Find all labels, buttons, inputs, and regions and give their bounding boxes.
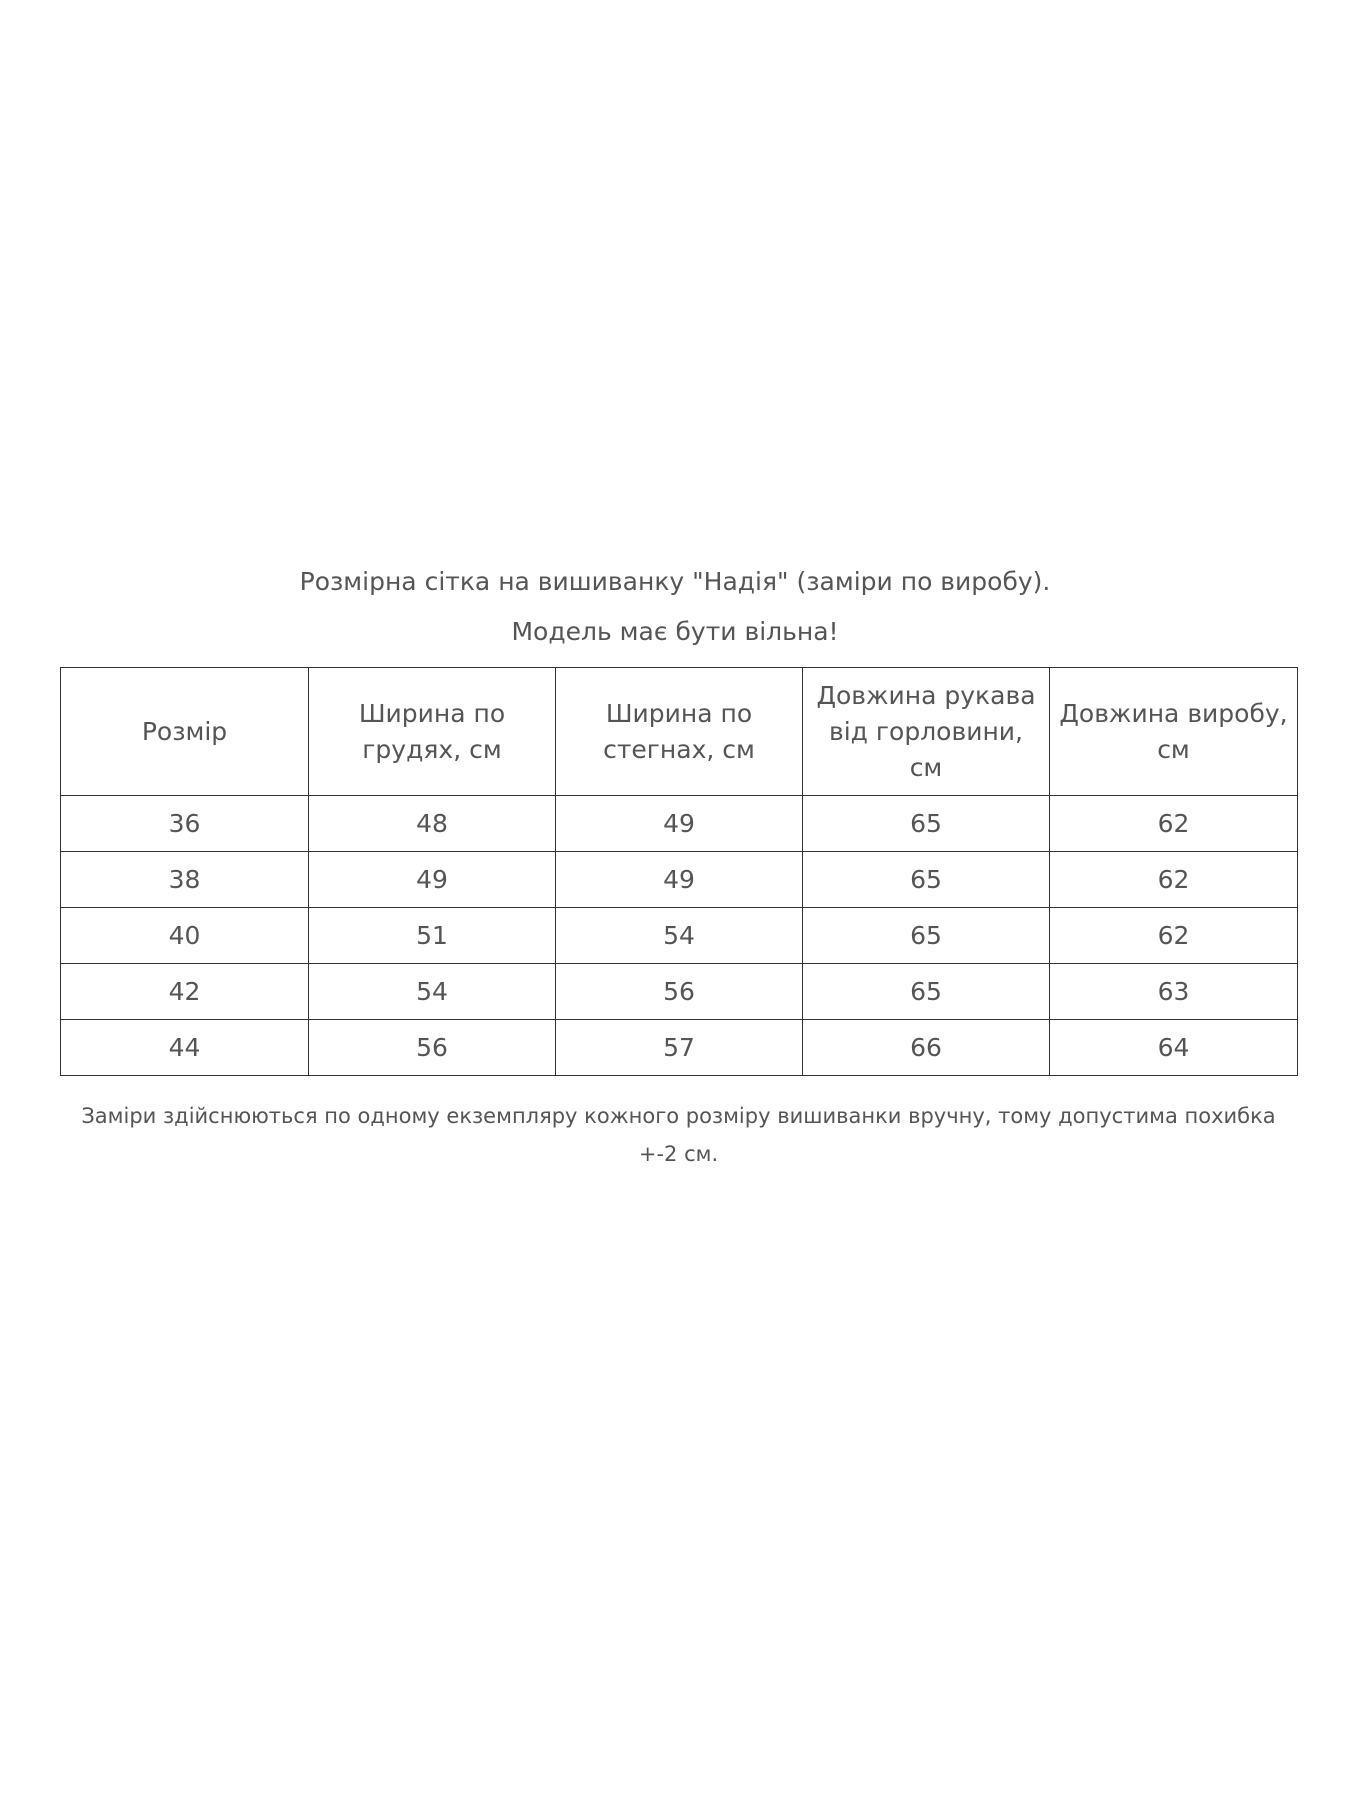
cell-chest-width: 49 (309, 852, 556, 908)
cell-hip-width: 54 (556, 908, 803, 964)
cell-sleeve-length: 65 (803, 852, 1050, 908)
header-size: Розмір (61, 668, 309, 796)
table-row (61, 852, 1298, 908)
page-subtitle: Модель має бути вільна! (511, 617, 839, 646)
cell-garment-length: 62 (1050, 852, 1298, 908)
cell-hip-width: 56 (556, 964, 803, 1020)
cell-chest-width: 54 (309, 964, 556, 1020)
cell-garment-length: 64 (1050, 1020, 1298, 1076)
cell-size: 40 (61, 908, 309, 964)
cell-hip-width: 49 (556, 796, 803, 852)
cell-hip-width: 49 (556, 852, 803, 908)
table-header-row (61, 668, 1298, 796)
header-chest-width: Ширина по грудях, см (309, 668, 556, 796)
table-row (61, 796, 1298, 852)
cell-sleeve-length: 65 (803, 964, 1050, 1020)
cell-size: 44 (61, 1020, 309, 1076)
size-chart-table (60, 667, 1298, 1076)
cell-chest-width: 48 (309, 796, 556, 852)
cell-garment-length: 62 (1050, 796, 1298, 852)
page-title: Розмірна сітка на вишиванку "Надія" (заміри по виробу). (299, 567, 1051, 596)
cell-sleeve-length: 66 (803, 1020, 1050, 1076)
cell-chest-width: 51 (309, 908, 556, 964)
table-row (61, 964, 1298, 1020)
cell-sleeve-length: 65 (803, 796, 1050, 852)
header-hip-width: Ширина по стегнах, см (556, 668, 803, 796)
cell-size: 42 (61, 964, 309, 1020)
cell-size: 38 (61, 852, 309, 908)
cell-hip-width: 57 (556, 1020, 803, 1076)
cell-sleeve-length: 65 (803, 908, 1050, 964)
table-row (61, 1020, 1298, 1076)
measurement-note: Заміри здійснюються по одному екземпляру кожного розміру вишиванки вручну, тому допустима похибка +-2 см. (81, 1104, 1276, 1166)
header-garment-length: Довжина виробу, см (1050, 668, 1298, 796)
cell-garment-length: 63 (1050, 964, 1298, 1020)
cell-chest-width: 56 (309, 1020, 556, 1076)
table-row (61, 908, 1298, 964)
cell-garment-length: 62 (1050, 908, 1298, 964)
cell-size: 36 (61, 796, 309, 852)
header-sleeve-length: Довжина рукава від горловини, см (803, 668, 1050, 796)
